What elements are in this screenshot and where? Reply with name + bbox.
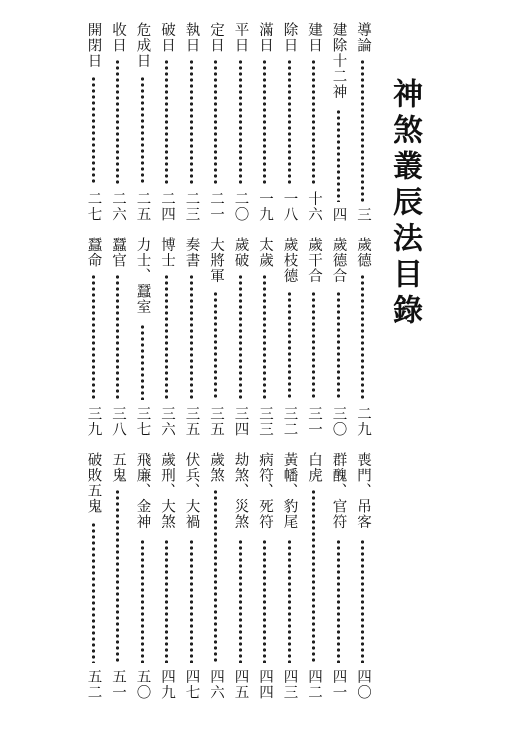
toc-entry-page: 二四: [159, 191, 175, 222]
toc-entry-label: 力士、蠶室: [134, 237, 151, 315]
toc-entry-page: 三二: [281, 406, 298, 437]
toc-entry-label: 蠶官: [110, 237, 126, 268]
toc-entry: [254, 452, 276, 700]
toc-entry-label: 黃幡、豹尾: [281, 452, 298, 530]
toc-entry-page: 十六: [306, 191, 322, 222]
toc-entry-label: 大將軍: [208, 237, 224, 284]
toc-entry-page: 四〇: [355, 669, 371, 700]
toc-entry: [254, 237, 276, 437]
toc-entry: [352, 237, 374, 437]
dot-leader: [312, 59, 315, 185]
toc-entry-label: 建日: [306, 22, 322, 53]
toc-entry-page: 二六: [110, 191, 126, 222]
toc-entry-page: 一九: [257, 191, 273, 222]
toc-entry: [328, 237, 350, 437]
toc-entry-page: 四九: [159, 669, 175, 700]
toc-entry-label: 劫煞、災煞: [232, 452, 249, 530]
toc-entry: [156, 452, 178, 700]
toc-entry: [352, 22, 374, 222]
toc-entry: [328, 452, 350, 700]
dot-leader: [361, 539, 364, 664]
toc-entry: [279, 22, 301, 222]
dot-leader: [239, 274, 242, 400]
toc-entry-page: 四六: [208, 669, 224, 700]
toc-entry-label: 喪門、吊客: [355, 452, 371, 530]
dot-leader: [337, 291, 340, 401]
toc-entry-page: 三七: [134, 406, 151, 437]
toc-entry-label: 白虎: [306, 452, 322, 483]
toc-entry: [83, 22, 105, 222]
toc-entry-label: 滿日: [257, 22, 273, 53]
toc-entry: [303, 22, 325, 222]
toc-entry-page: 二七: [85, 191, 102, 222]
dot-leader: [214, 291, 217, 401]
toc-entry-page: 四: [330, 206, 347, 222]
dot-leader: [190, 59, 193, 185]
dot-leader: [165, 274, 168, 400]
dot-leader: [141, 76, 144, 186]
toc-entry-page: 三六: [159, 406, 175, 437]
toc-entry-page: 四一: [330, 669, 347, 700]
toc-entry-label: 五鬼: [110, 452, 126, 483]
toc-entry: [230, 452, 252, 700]
dot-leader: [141, 324, 144, 401]
dot-leader: [288, 539, 291, 664]
toc-entry: [83, 237, 105, 437]
toc-entry-page: 三五: [208, 406, 224, 437]
toc-entry-label: 危成日: [134, 22, 151, 69]
toc-entry-page: 四四: [257, 669, 273, 700]
toc-entry-label: 破敗五鬼: [85, 452, 102, 514]
toc-entry: [107, 22, 129, 222]
dot-leader: [337, 539, 340, 664]
toc-entry-page: 二一: [208, 191, 224, 222]
toc-entry-page: 三: [355, 206, 371, 222]
toc-entry: [279, 452, 301, 700]
dot-leader: [190, 274, 193, 400]
toc-entry-label: 開閉日: [85, 22, 102, 69]
toc-entry-label: 歲刑、大煞: [159, 452, 175, 530]
toc-entry-page: 三一: [306, 406, 322, 437]
toc-entry-page: 五〇: [134, 669, 151, 700]
toc-entry-page: 三四: [232, 406, 249, 437]
toc-entry-label: 病符、死符: [257, 452, 273, 530]
toc-entry-label: 建除十二神: [330, 22, 347, 100]
toc-entry-page: 二九: [355, 406, 371, 437]
dot-leader: [288, 291, 291, 401]
dot-leader: [141, 539, 144, 664]
toc-entry-page: 二五: [134, 191, 151, 222]
dot-leader: [214, 489, 217, 663]
toc-entry: [230, 22, 252, 222]
dot-leader: [361, 59, 364, 202]
dot-leader: [92, 274, 95, 400]
toc-entry: [156, 237, 178, 437]
toc-entry-page: 三〇: [330, 406, 347, 437]
toc-entry: [352, 452, 374, 700]
toc-entry-label: 歲破: [232, 237, 249, 268]
toc-entry: [230, 237, 252, 437]
toc-entry-page: 四五: [232, 669, 249, 700]
toc-entry: [156, 22, 178, 222]
toc-entry: [107, 452, 129, 700]
dot-leader: [239, 539, 242, 664]
toc-entry: [181, 22, 203, 222]
toc-entry-page: 二〇: [232, 191, 249, 222]
toc-entry-label: 平日: [232, 22, 249, 53]
toc-entry: [132, 452, 154, 700]
dot-leader: [165, 59, 168, 185]
toc-entry: [279, 237, 301, 437]
toc-entry-page: 三三: [257, 406, 273, 437]
toc-entry-label: 除日: [281, 22, 298, 53]
toc-entry: [83, 452, 105, 700]
dot-leader: [263, 539, 266, 664]
dot-leader: [337, 109, 340, 202]
toc-entry: [181, 237, 203, 437]
toc-entry-label: 歲德合: [330, 237, 347, 284]
dot-leader: [214, 59, 217, 185]
dot-leader: [288, 59, 291, 185]
toc-entry-page: 三五: [183, 406, 200, 437]
toc-entry-page: 二三: [183, 191, 200, 222]
toc-entry-page: 三八: [110, 406, 126, 437]
toc-entry: [328, 22, 350, 222]
dot-leader: [116, 274, 119, 400]
toc-entry-page: 四七: [183, 669, 200, 700]
toc-entry-label: 歲德: [355, 237, 371, 268]
toc-entry-label: 蠶命: [85, 237, 102, 268]
toc-entry-label: 歲干合: [306, 237, 322, 284]
toc-entry-label: 歲枝德: [281, 237, 298, 284]
toc-entry-page: 五一: [110, 669, 126, 700]
toc-entry-page: 四三: [281, 669, 298, 700]
toc-entry-page: 一八: [281, 191, 298, 222]
dot-leader: [190, 539, 193, 664]
toc-entry-page: 四二: [306, 669, 322, 700]
toc-entry: [132, 22, 154, 222]
toc-entry-label: 博士: [159, 237, 175, 268]
dot-leader: [361, 274, 364, 400]
toc-entry: [181, 452, 203, 700]
toc-entry: [132, 237, 154, 437]
toc-entry: [303, 237, 325, 437]
dot-leader: [116, 489, 119, 663]
dot-leader: [312, 291, 315, 401]
toc-entry-label: 收日: [110, 22, 126, 53]
toc-entry-page: 五二: [85, 669, 102, 700]
toc-entry-page: 三九: [85, 406, 102, 437]
toc-entry-label: 歲煞: [208, 452, 224, 483]
dot-leader: [263, 59, 266, 185]
dot-leader: [92, 76, 95, 186]
toc-entry: [205, 22, 227, 222]
toc-entry: [303, 452, 325, 700]
toc-entry: [205, 452, 227, 700]
dot-leader: [239, 59, 242, 185]
toc-entry-label: 伏兵、大禍: [183, 452, 200, 530]
dot-leader: [263, 274, 266, 400]
dot-leader: [92, 522, 95, 663]
toc-entry-label: 奏書: [183, 237, 200, 268]
dot-leader: [312, 489, 315, 663]
page-title: 神煞叢辰法目錄: [387, 78, 422, 330]
dot-leader: [116, 59, 119, 185]
toc-entry-label: 執日: [183, 22, 200, 53]
toc-entry-label: 飛廉、金神: [134, 452, 151, 530]
toc-entry-label: 太歲: [257, 237, 273, 268]
toc-entry: [107, 237, 129, 437]
toc-entry-label: 破日: [159, 22, 175, 53]
toc-entry: [205, 237, 227, 437]
toc-entry: [254, 22, 276, 222]
toc-entry-label: 群醜、官符: [330, 452, 347, 530]
dot-leader: [165, 539, 168, 664]
toc-entry-label: 導論: [355, 22, 371, 53]
toc-entry-label: 定日: [208, 22, 224, 53]
